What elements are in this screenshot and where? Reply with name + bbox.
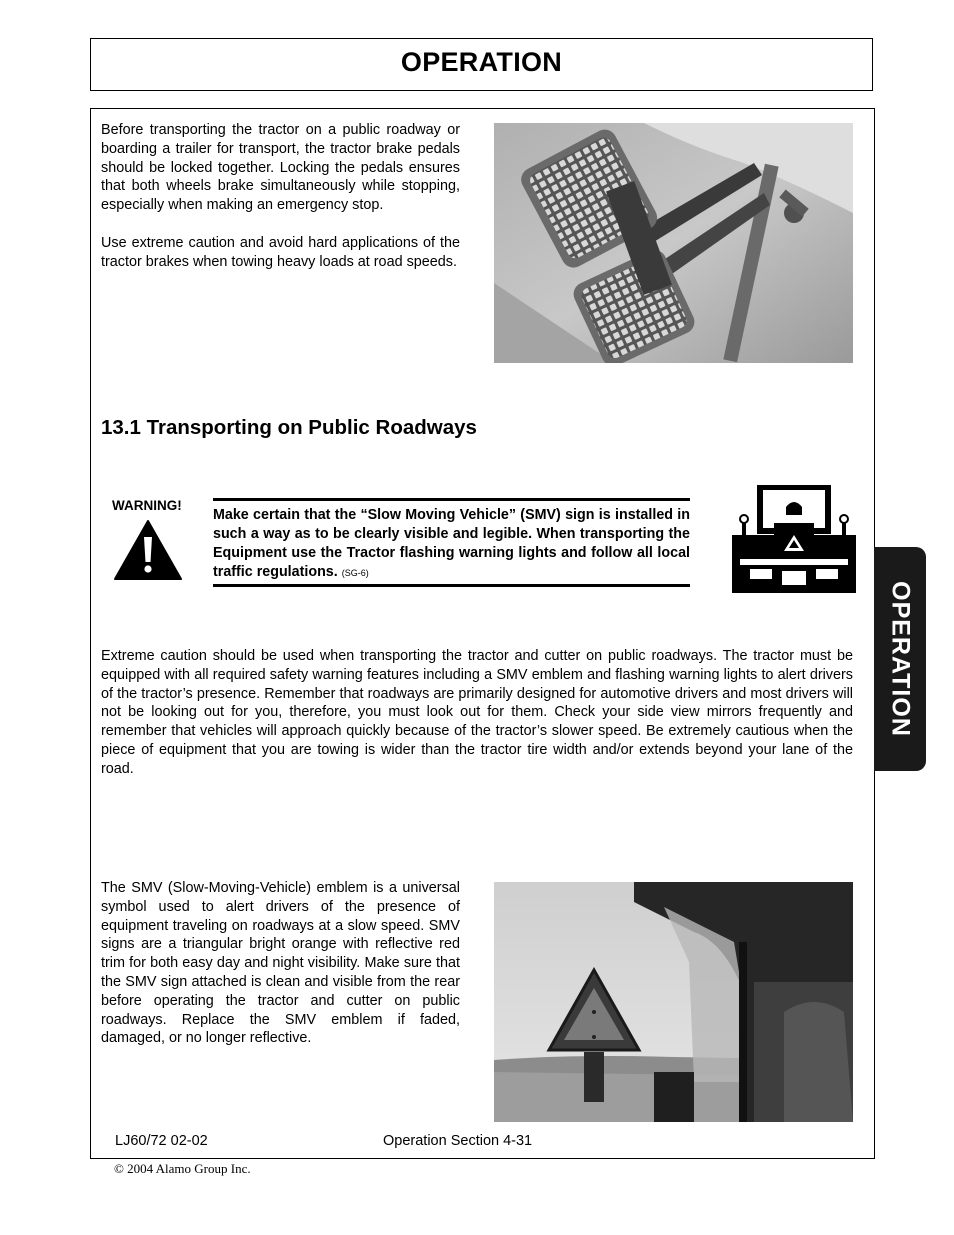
warning-label: WARNING! bbox=[112, 498, 182, 513]
section-heading: 13.1 Transporting on Public Roadways bbox=[101, 416, 477, 439]
page-title: OPERATION bbox=[400, 47, 563, 77]
footer-section: Operation Section 4-31 bbox=[383, 1133, 533, 1149]
smv-paragraph: The SMV (Slow-Moving-Vehicle) emblem is a universal symbol used to alert drivers of the presence of equipment traveling on roadways at a slow speed. SMV signs are a triangular bright orange with reflective red trim for both easy day and night visibility. Make sure that the SMV sign attached is clean and visible from the rear before operating the tractor and cutter on public roadways. Replace the SMV emblem if faded, damaged, or no longer reflective. bbox=[101, 880, 460, 1047]
smv-emblem-photo bbox=[494, 882, 853, 1122]
warning-bottom-rule bbox=[213, 584, 690, 587]
side-tab-label: OPERATION bbox=[886, 581, 915, 737]
footer-model: LJ60/72 02-02 bbox=[115, 1133, 208, 1149]
warning-top-rule bbox=[213, 498, 690, 501]
warning-code: (SG-6) bbox=[341, 568, 369, 578]
operation-side-tab bbox=[874, 547, 926, 771]
intro-paragraph-2: Use extreme caution and avoid hard applications of the tractor brakes when towing heavy loads at road speeds. bbox=[101, 235, 460, 270]
tractor-rear-icon bbox=[730, 485, 858, 600]
copyright: © 2004 Alamo Group Inc. bbox=[114, 1161, 251, 1176]
brake-pedals-photo bbox=[494, 123, 853, 363]
intro-paragraph-1: Before transporting the tractor on a public roadway or boarding a trailer for transport, the tractor brake pedals should be locked together. Locking the pedals ensures that both wheels brake simultaneously while stopping, especially when making an emergency stop. bbox=[101, 122, 460, 214]
page-header bbox=[90, 38, 873, 91]
warning-text: Make certain that the “Slow Moving Vehicle” (SMV) sign is installed in such a way as to be clearly visible and legible. When transporting the Equipment use the Tractor flashing warning lights and follow all local traffic regulations. (SG-6) bbox=[213, 507, 690, 580]
caution-paragraph: Extreme caution should be used when transporting the tractor and cutter on public roadways. The tractor must be equipped with all required safety warning features including a SMV emblem and flashing warning lights to alert drivers of the tractor’s presence. Remember that roadways are primarily designed for automotive drivers and most drivers will not be looking out for you, therefore, you must look out for them. Check your side view mirrors frequently and remember that vehicles will approach quickly because of the tractor’s slower speed. Be extremely cautious when the piece of equipment that you are towing is wider than the tractor tire width and/or extends beyond your lane of the road. bbox=[101, 648, 853, 777]
warning-triangle-icon bbox=[113, 519, 183, 586]
